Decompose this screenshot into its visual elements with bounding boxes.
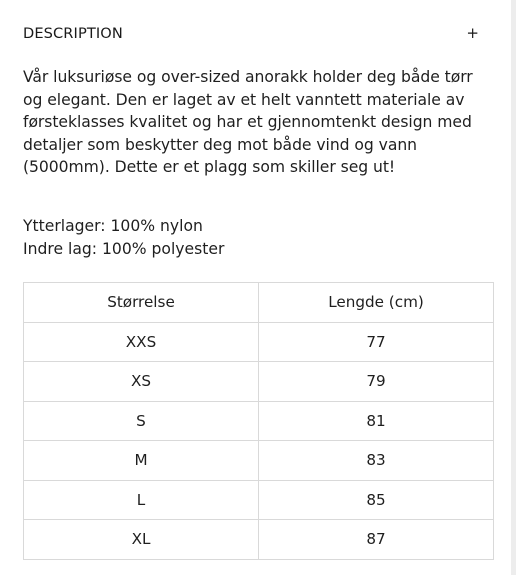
scrollbar-track[interactable] [511,0,516,575]
size-cell: XXS [24,322,259,362]
size-cell: L [24,480,259,520]
table-row [24,362,494,402]
size-cell: M [24,441,259,481]
size-chart-table [23,282,494,560]
outer-layer-material: Ytterlager: 100% nylon [23,217,203,235]
plus-icon[interactable]: + [466,23,479,42]
table-row [24,401,494,441]
materials-list [23,215,493,260]
size-cell: XS [24,362,259,402]
table-header-row [24,283,494,323]
accordion-title: DESCRIPTION [23,24,123,42]
table-row [24,322,494,362]
size-cell: S [24,401,259,441]
table-row [24,480,494,520]
table-row [24,520,494,560]
length-cell: 81 [259,401,494,441]
length-cell: 87 [259,520,494,560]
column-header-length: Lengde (cm) [259,283,494,323]
length-cell: 79 [259,362,494,402]
table-row [24,441,494,481]
length-cell: 83 [259,441,494,481]
inner-layer-material: Indre lag: 100% polyester [23,239,225,258]
size-cell: XL [24,520,259,560]
length-cell: 85 [259,480,494,520]
product-description-text: Vår luksuriøse og over-sized anorakk holder deg både tørr og elegant. Den er laget av et helt vanntett materiale av førsteklasses kvalitet og har et gjennomtenkt design med detaljer som beskytter deg mot både vind og vann (5000mm). Dette er et plagg som skiller seg ut! [23,68,473,177]
length-cell: 77 [259,322,494,362]
column-header-size: Størrelse [24,283,259,323]
description-accordion-header[interactable] [23,22,487,44]
